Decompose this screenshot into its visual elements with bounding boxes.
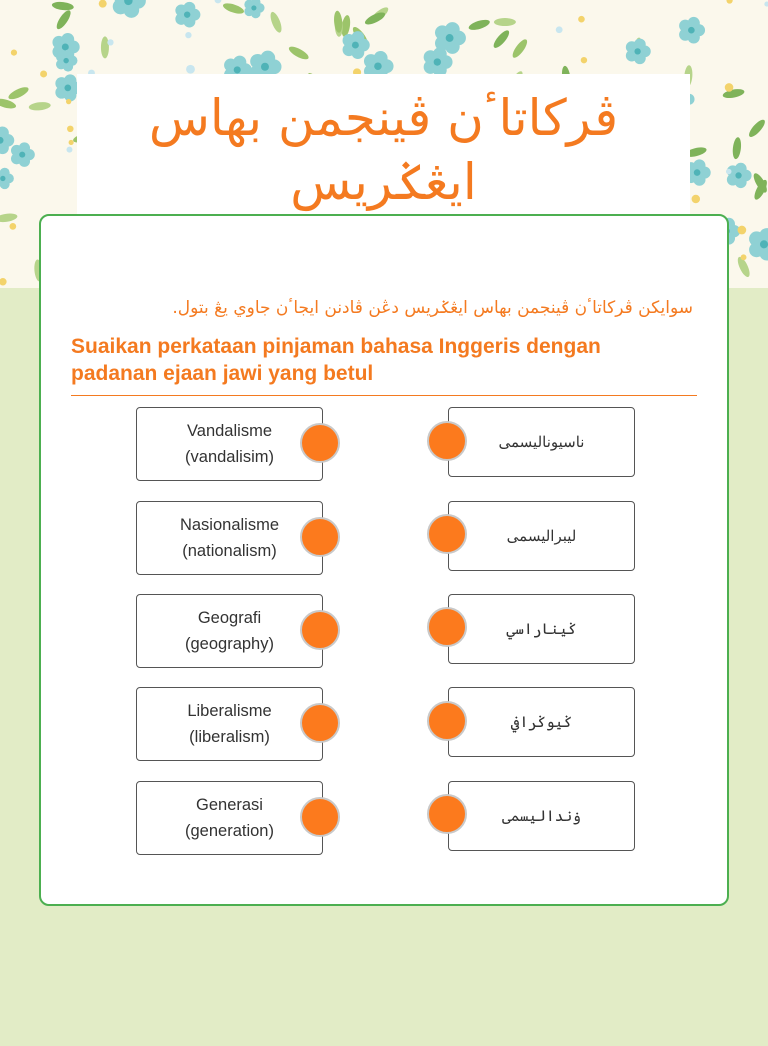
- jawi-word: ݢيناراسي: [506, 621, 577, 638]
- right-jawi-box-3: [448, 594, 635, 664]
- english-word: (vandalisim): [185, 448, 274, 466]
- left-word-box-5: [136, 781, 323, 855]
- left-word-box-2: [136, 501, 323, 575]
- word: Nasionalisme: [179, 516, 280, 534]
- instruction-jawi: سوايکن ڤرکاتاٴن ڤينجمن بهاس ايڠݢريس دڠن ڤادنن ايجاٴن جاوي يڠ بتول.: [172, 298, 693, 318]
- left-word-box-1: [136, 407, 323, 481]
- word: Liberalisme: [187, 702, 272, 720]
- right-match-dot-2[interactable]: [427, 514, 467, 554]
- right-jawi-box-4: [448, 687, 635, 757]
- left-word-box-3: [136, 594, 323, 668]
- right-match-dot-5[interactable]: [427, 794, 467, 834]
- left-match-dot-4[interactable]: [300, 703, 340, 743]
- divider: [71, 395, 697, 396]
- page-title: ڤرکاتاٴن ڤينجمن بهاس ايڠݢريس: [148, 89, 619, 211]
- jawi-word: ۏنداليسمى: [501, 808, 582, 825]
- word: Geografi: [197, 609, 262, 627]
- left-match-dot-2[interactable]: [300, 517, 340, 557]
- english-word: (generation): [185, 822, 274, 840]
- word: Vandalisme: [187, 422, 272, 440]
- english-word: (nationalism): [182, 542, 277, 560]
- title-box: [77, 74, 690, 214]
- right-match-dot-1[interactable]: [427, 421, 467, 461]
- right-jawi-box-2: [448, 501, 635, 571]
- right-jawi-box-1: [448, 407, 635, 477]
- jawi-word: ناسيوناليسمى: [498, 434, 585, 451]
- jawi-word: ݢيوݢرافي: [510, 714, 573, 731]
- right-match-dot-3[interactable]: [427, 607, 467, 647]
- left-match-dot-3[interactable]: [300, 610, 340, 650]
- word: Generasi: [196, 796, 263, 814]
- worksheet-card: [39, 214, 729, 906]
- english-word: (liberalism): [189, 728, 270, 746]
- left-match-dot-5[interactable]: [300, 797, 340, 837]
- left-match-dot-1[interactable]: [300, 423, 340, 463]
- english-word: (geography): [185, 635, 274, 653]
- right-match-dot-4[interactable]: [427, 701, 467, 741]
- right-jawi-box-5: [448, 781, 635, 851]
- instruction-rumi: Suaikan perkataan pinjaman bahasa Inggeris dengan padanan ejaan jawi yang betul: [71, 335, 601, 385]
- left-word-box-4: [136, 687, 323, 761]
- jawi-word: ليبراليسمى: [506, 528, 577, 545]
